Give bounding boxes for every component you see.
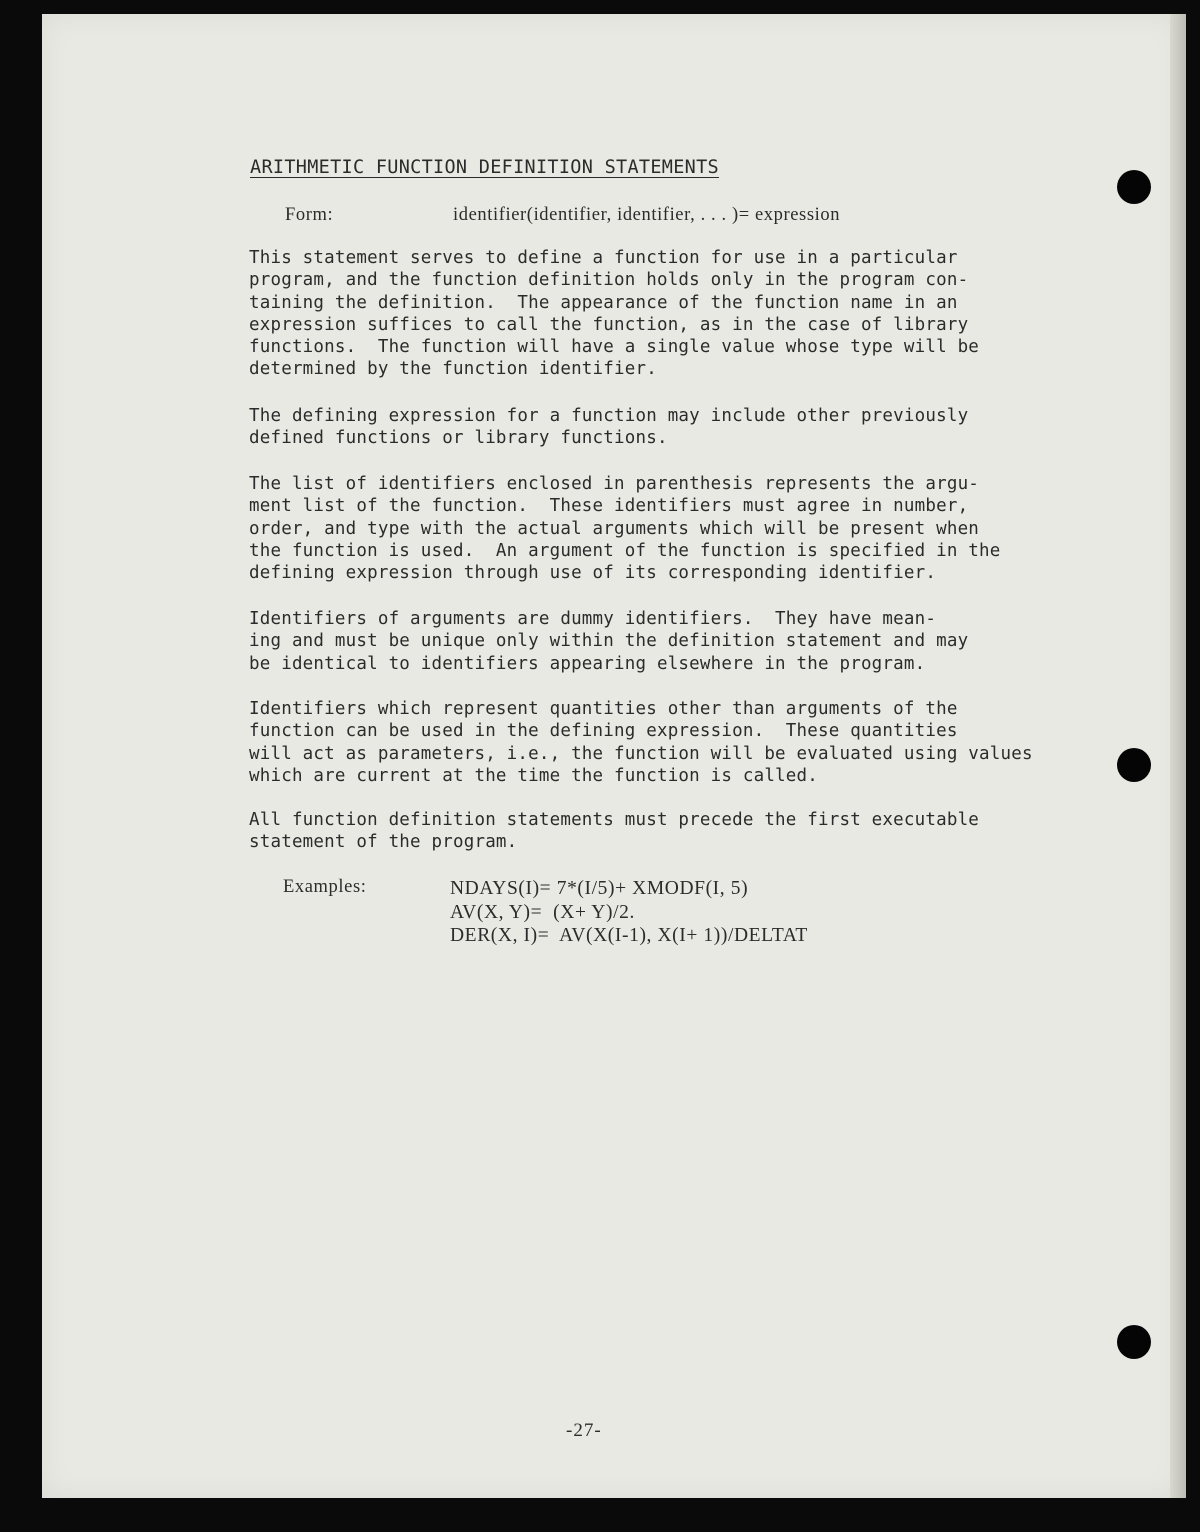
punch-hole-bottom bbox=[1117, 1325, 1151, 1359]
paragraph-ordering bbox=[249, 809, 979, 854]
text-line: Identifiers which represent quantities other than arguments of the bbox=[249, 699, 958, 719]
page-number: -27- bbox=[566, 1420, 602, 1441]
text-line: the function is used. An argument of the function is specified in the bbox=[249, 540, 1001, 561]
paragraph-parameters bbox=[249, 698, 1033, 787]
text-line: All function definition statements must precede the first executable bbox=[249, 810, 980, 830]
example-line: AV(X, Y)= (X+ Y)/2. bbox=[450, 901, 635, 923]
section-heading: ARITHMETIC FUNCTION DEFINITION STATEMENTS bbox=[250, 157, 719, 178]
paragraph-purpose bbox=[249, 247, 979, 381]
example-line: NDAYS(I)= 7*(I/5)+ XMODF(I, 5) bbox=[450, 878, 749, 899]
examples-label: Examples: bbox=[283, 877, 367, 897]
text-line: defined functions or library functions. bbox=[249, 428, 668, 449]
text-line: ment list of the function. These identifiers must agree in number, bbox=[249, 496, 969, 517]
text-line: function can be used in the defining expression. These quantities bbox=[249, 721, 958, 742]
paragraph-defining-expression bbox=[249, 405, 968, 450]
text-line: Identifiers of arguments are dummy identifiers. They have mean- bbox=[249, 609, 937, 629]
text-line: statement of the program. bbox=[249, 832, 518, 853]
text-line: defining expression through use of its corresponding identifier. bbox=[249, 563, 937, 584]
text-line: program, and the function definition holds only in the program con- bbox=[249, 270, 969, 291]
text-line: This statement serves to define a function for use in a particular bbox=[249, 248, 958, 268]
punch-hole-top bbox=[1117, 170, 1151, 204]
text-line: The list of identifiers enclosed in parenthesis represents the argu- bbox=[249, 474, 980, 494]
example-line: DER(X, I)= AV(X(I-1), X(I+ 1))/DELTAT bbox=[450, 925, 808, 946]
text-line: will act as parameters, i.e., the function will be evaluated using values bbox=[249, 743, 1033, 764]
text-line: which are current at the time the function is called. bbox=[249, 765, 819, 786]
examples-code bbox=[450, 877, 808, 948]
text-line: taining the definition. The appearance of the function name in an bbox=[249, 292, 958, 313]
text-line: ing and must be unique only within the definition statement and may bbox=[249, 631, 969, 652]
text-line: determined by the function identifier. bbox=[249, 359, 657, 380]
text-line: functions. The function will have a single value whose type will be bbox=[249, 337, 980, 358]
paragraph-argument-list bbox=[249, 473, 1001, 584]
form-label: Form: bbox=[285, 205, 334, 225]
punch-hole-middle bbox=[1117, 748, 1151, 782]
text-line: order, and type with the actual arguments which will be present when bbox=[249, 518, 980, 539]
text-line: be identical to identifiers appearing elsewhere in the program. bbox=[249, 653, 926, 674]
form-syntax: identifier(identifier, identifier, . . . )= expression bbox=[453, 205, 841, 225]
page-edge bbox=[1170, 14, 1186, 1498]
text-line: The defining expression for a function may include other previously bbox=[249, 406, 969, 426]
text-line: expression suffices to call the function, as in the case of library bbox=[249, 314, 969, 335]
paragraph-dummy-identifiers bbox=[249, 608, 968, 675]
